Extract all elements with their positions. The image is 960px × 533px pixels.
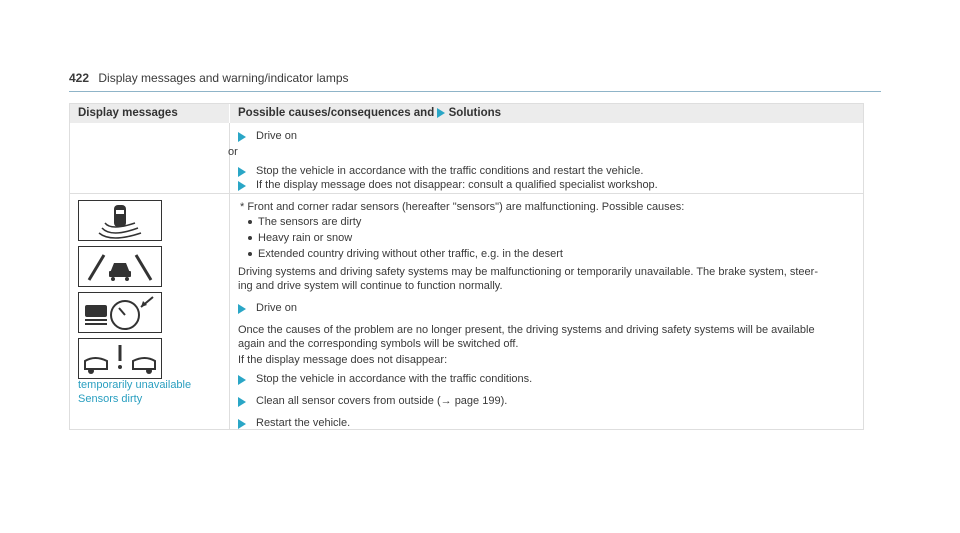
paragraph: again and the corresponding symbols will be switched off. <box>238 338 519 350</box>
page-title: Display messages and warning/indicator lamps <box>98 71 349 85</box>
car-sensor-waves-icon <box>78 200 162 241</box>
table-row <box>70 123 863 194</box>
step-arrow-icon <box>238 419 246 429</box>
bullet-text: Extended country driving without other traffic, e.g. in the desert <box>258 248 563 260</box>
page-reference-link[interactable]: Clean all sensor covers from outside (→ page 199). <box>256 395 508 407</box>
messages-table <box>69 103 864 430</box>
table-row <box>70 194 863 430</box>
col-header-causes-text: Possible causes/consequences and <box>238 107 435 119</box>
step-arrow-icon <box>238 397 246 407</box>
distance-speedometer-icon <box>78 292 162 333</box>
step-arrow-icon <box>238 181 246 191</box>
bullet-text: Heavy rain or snow <box>258 232 353 244</box>
paragraph: Once the causes of the problem are no longer present, the driving systems and driving safety systems will be available <box>238 324 815 336</box>
table-header <box>70 104 863 123</box>
bullet-text: The sensors are dirty <box>258 216 362 228</box>
step-text: Stop the vehicle in accordance with the traffic conditions. <box>256 373 533 385</box>
paragraph: ing and drive system will continue to function normally. <box>238 280 503 292</box>
label-temporarily-unavailable: temporarily unavailable <box>78 379 192 391</box>
col-header-solutions-text: Solutions <box>448 107 502 119</box>
bullet-dot <box>248 252 252 256</box>
col-header-display-messages: Display messages <box>78 107 178 119</box>
step-arrow-icon <box>238 132 246 142</box>
step-text: Drive on <box>256 130 297 142</box>
bullet-dot <box>248 236 252 240</box>
page-number: 422 <box>69 71 90 85</box>
step-arrow-icon <box>238 375 246 385</box>
paragraph: If the display message does not disappear: <box>238 354 448 366</box>
step-arrow-icon <box>238 304 246 314</box>
step-text: Drive on <box>256 302 297 314</box>
paragraph: Driving systems and driving safety systems may be malfunctioning or temporarily unavailable. The brake system, steer- <box>238 266 818 278</box>
step-text: If the display message does not disappear: consult a qualified specialist workshop. <box>256 179 658 191</box>
collision-warning-icon <box>78 338 162 379</box>
page-header <box>69 71 881 92</box>
bullet-dot <box>248 220 252 224</box>
solution-arrow-icon <box>437 108 445 118</box>
step-text: Restart the vehicle. <box>256 417 351 429</box>
step-text: Stop the vehicle in accordance with the traffic conditions and restart the vehicle. <box>256 165 644 177</box>
label-sensors-dirty: Sensors dirty <box>78 393 143 405</box>
lane-car-icon <box>78 246 162 287</box>
col-header-solutions <box>238 107 501 119</box>
step-arrow-icon <box>238 167 246 177</box>
cause-intro: * Front and corner radar sensors (hereafter "sensors") are malfunctioning. Possible causes: <box>240 201 685 213</box>
header-separator <box>229 104 230 123</box>
or-text: or <box>228 146 238 158</box>
